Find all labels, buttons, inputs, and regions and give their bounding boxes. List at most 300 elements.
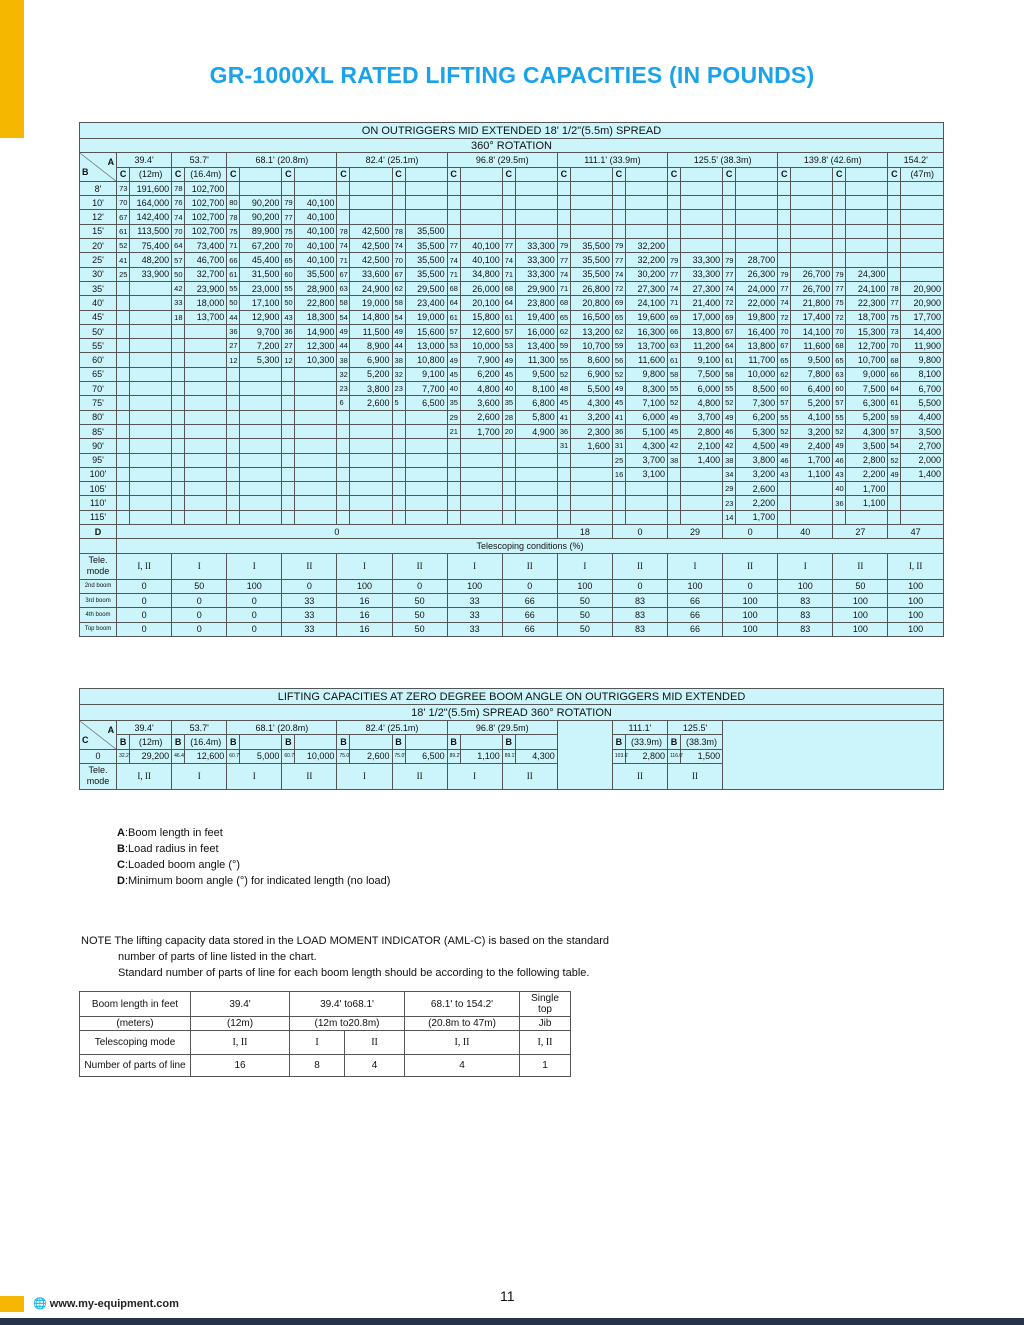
zero-title-2: 18' 1/2"(5.5m) SPREAD 360° ROTATION [80, 705, 944, 721]
cell: 9,500 [791, 353, 833, 367]
cell: 69 [723, 310, 736, 324]
cell: Tele. mode [80, 763, 117, 789]
cell: 23 [392, 382, 405, 396]
cell [833, 210, 846, 224]
cell: 15,800 [460, 310, 502, 324]
cell: 100 [888, 579, 944, 593]
cell: 6,900 [570, 367, 612, 381]
cell: 55 [833, 410, 846, 424]
cell: 83 [612, 622, 667, 636]
cell: 2,100 [681, 439, 723, 453]
cell: C [612, 167, 625, 181]
cell: I [447, 763, 502, 789]
cell: 4,100 [791, 410, 833, 424]
cell: 32 [392, 367, 405, 381]
cell [681, 482, 723, 496]
cell [570, 482, 612, 496]
cell: 0 [172, 593, 227, 607]
cell [405, 510, 447, 524]
cell: I [337, 553, 392, 579]
cell [557, 196, 570, 210]
cell: 7,500 [681, 367, 723, 381]
cell [846, 224, 888, 238]
cell: 65 [282, 253, 295, 267]
cell: 22,000 [736, 296, 778, 310]
cell: (12m to20.8m) [290, 1017, 405, 1031]
cell: 125.5' [668, 721, 723, 735]
cell [282, 467, 295, 481]
cell: Telescoping mode [80, 1031, 191, 1055]
cell: 49 [888, 467, 901, 481]
cell: 33,300 [681, 267, 723, 281]
cell: 96.8' (29.5m) [447, 721, 557, 735]
cell: 50' [80, 324, 117, 338]
cell: 78 [227, 210, 240, 224]
cell [791, 167, 833, 181]
cell: 2,300 [570, 424, 612, 438]
cell: 33 [447, 608, 502, 622]
cell [405, 496, 447, 510]
cell: 71 [227, 239, 240, 253]
cell [736, 239, 778, 253]
cell [240, 735, 282, 749]
cell [392, 467, 405, 481]
cell [240, 367, 282, 381]
cell: (20.8m to 47m) [405, 1017, 520, 1031]
cell: 35,500 [405, 224, 447, 238]
cell [515, 496, 557, 510]
cell [337, 482, 350, 496]
cell [612, 224, 625, 238]
cell [117, 353, 130, 367]
cell [392, 453, 405, 467]
cell: 61 [447, 310, 460, 324]
cell: 100 [778, 579, 833, 593]
cell: 40' [80, 296, 117, 310]
cell [778, 510, 791, 524]
cell: 12,600 [185, 749, 227, 763]
cell: 40 [502, 382, 515, 396]
cell: 5,200 [791, 396, 833, 410]
cell: 6,800 [515, 396, 557, 410]
cell: 40 [833, 482, 846, 496]
cell: 70 [888, 339, 901, 353]
cell: 57 [888, 424, 901, 438]
cell [570, 224, 612, 238]
cell: 66 [668, 324, 681, 338]
cell: 66 [502, 593, 557, 607]
cell: 1,500 [681, 749, 723, 763]
cell [723, 181, 736, 195]
cell [515, 210, 557, 224]
cell: 42,500 [350, 253, 392, 267]
cell: 19,600 [625, 310, 667, 324]
cell: 45 [447, 367, 460, 381]
cell: B [502, 735, 515, 749]
cell [282, 396, 295, 410]
cell: 11,500 [350, 324, 392, 338]
cell [833, 196, 846, 210]
cell [447, 482, 460, 496]
cell: 77 [502, 239, 515, 253]
cell: 55 [282, 281, 295, 295]
cell [172, 382, 185, 396]
cell: 9,100 [681, 353, 723, 367]
cell [557, 210, 570, 224]
cell: (16.4m) [185, 167, 227, 181]
cell: 35,500 [570, 267, 612, 281]
cell: 33,300 [515, 253, 557, 267]
cell [405, 453, 447, 467]
cell [185, 324, 227, 338]
cell: 52 [723, 396, 736, 410]
cell: 0 [502, 579, 557, 593]
cell: 9,800 [901, 353, 944, 367]
cell: 42 [172, 281, 185, 295]
cell: 89.1' [502, 749, 515, 763]
cell [185, 467, 227, 481]
cell: (meters) [80, 1017, 191, 1031]
cell: 12,700 [846, 339, 888, 353]
footer-website[interactable]: 🌐 www.my-equipment.com [33, 1298, 179, 1310]
cell [833, 181, 846, 195]
cell [515, 453, 557, 467]
cell: 14 [723, 510, 736, 524]
cell: 33 [447, 593, 502, 607]
cell: 0 [612, 579, 667, 593]
cell: I, II [117, 763, 172, 789]
cell: I [778, 553, 833, 579]
cell: 79 [557, 239, 570, 253]
cell: 7,800 [791, 367, 833, 381]
cell [888, 496, 901, 510]
cell [240, 467, 282, 481]
cell [392, 496, 405, 510]
cell: 4,800 [681, 396, 723, 410]
cell [502, 467, 515, 481]
cell: 10,800 [405, 353, 447, 367]
cell: 61 [117, 224, 130, 238]
cell: 9,700 [240, 324, 282, 338]
cell: 7,900 [460, 353, 502, 367]
cell [405, 181, 447, 195]
cell [681, 467, 723, 481]
cell: 19,400 [515, 310, 557, 324]
cell [295, 453, 337, 467]
cell [295, 735, 337, 749]
cell: 40,100 [295, 210, 337, 224]
cell [405, 196, 447, 210]
cell [557, 467, 570, 481]
cell [282, 410, 295, 424]
cell: 66 [227, 253, 240, 267]
cell [570, 181, 612, 195]
cell [185, 424, 227, 438]
cell: 14,800 [350, 310, 392, 324]
cell [227, 396, 240, 410]
cell: I [227, 763, 282, 789]
cell: 7,500 [846, 382, 888, 396]
cell: 2,200 [736, 496, 778, 510]
cell: 83 [778, 593, 833, 607]
cell: 63 [833, 367, 846, 381]
cell [130, 367, 172, 381]
cell: 3,200 [791, 424, 833, 438]
cell: 78 [172, 181, 185, 195]
cell: 31 [557, 439, 570, 453]
cell: C [668, 167, 681, 181]
cell [405, 210, 447, 224]
cell: 12,600 [460, 324, 502, 338]
cell: 2,800 [846, 453, 888, 467]
cell [557, 453, 570, 467]
cell: C [557, 167, 570, 181]
cell: 0 [117, 593, 172, 607]
cell: 4,300 [515, 749, 557, 763]
cell: 22,300 [846, 296, 888, 310]
cell [117, 324, 130, 338]
cell: B [392, 735, 405, 749]
cell: II [502, 763, 557, 789]
cell: 3,200 [736, 467, 778, 481]
cell [846, 253, 888, 267]
cell: C [227, 167, 240, 181]
cell [172, 424, 185, 438]
cell: 100' [80, 467, 117, 481]
cell [185, 453, 227, 467]
cell: 67 [392, 267, 405, 281]
cell [240, 424, 282, 438]
cell: 33 [282, 622, 337, 636]
cell [557, 181, 570, 195]
cell: 3rd boom [80, 593, 117, 607]
cell: I [290, 1031, 345, 1055]
cell: 49 [337, 324, 350, 338]
cell: 2,600 [460, 410, 502, 424]
cell: 90,200 [240, 196, 282, 210]
cell: II [392, 553, 447, 579]
cell: 52 [557, 367, 570, 381]
cell: 31 [612, 439, 625, 453]
cell [185, 410, 227, 424]
cell [227, 496, 240, 510]
cell: 30,200 [625, 267, 667, 281]
cell: 100 [668, 579, 723, 593]
cell: 73 [888, 324, 901, 338]
cell: 13,000 [405, 339, 447, 353]
cell: 75 [888, 310, 901, 324]
cell: 5,100 [625, 424, 667, 438]
cell: 63 [668, 339, 681, 353]
cell: 50 [557, 608, 612, 622]
cell [460, 467, 502, 481]
cell: II [282, 763, 337, 789]
cell: I [227, 553, 282, 579]
cell: 43 [282, 310, 295, 324]
cell: 0 [117, 622, 172, 636]
cell [240, 382, 282, 396]
cell: 164,000 [130, 196, 172, 210]
cell [282, 382, 295, 396]
cell: 33 [172, 296, 185, 310]
cell: 62 [557, 324, 570, 338]
cell: I, II [117, 553, 172, 579]
cell: 50 [557, 622, 612, 636]
cell: 1,100 [791, 467, 833, 481]
cell [570, 510, 612, 524]
page-number: 11 [500, 1288, 515, 1304]
cell: I, II [520, 1031, 571, 1055]
cell [350, 467, 392, 481]
cell: 52 [117, 239, 130, 253]
cell [130, 310, 172, 324]
cell: 116.0' [668, 749, 681, 763]
cell: 24,100 [846, 281, 888, 295]
cell: 6,200 [736, 410, 778, 424]
cell: 100 [833, 593, 888, 607]
zero-angle-table [79, 688, 944, 790]
cell: 4,300 [625, 439, 667, 453]
cell: 13,200 [570, 324, 612, 338]
cell: 15' [80, 224, 117, 238]
cell: 78 [888, 281, 901, 295]
cell [117, 439, 130, 453]
cell [405, 439, 447, 453]
cell: 77 [612, 253, 625, 267]
cell: 100 [557, 579, 612, 593]
cell [625, 196, 667, 210]
cell: 69 [612, 296, 625, 310]
cell: 100 [227, 579, 282, 593]
cell [888, 253, 901, 267]
cell: 31,500 [240, 267, 282, 281]
cell: 1,100 [460, 749, 502, 763]
cell: 20,800 [570, 296, 612, 310]
cell [117, 310, 130, 324]
cell: 82.4' (25.1m) [337, 721, 447, 735]
cell [337, 467, 350, 481]
cell [117, 396, 130, 410]
cell: 96.8' (29.5m) [447, 153, 557, 167]
cell [625, 510, 667, 524]
cell: 53 [502, 339, 515, 353]
cell: 0 [723, 579, 778, 593]
cell [502, 453, 515, 467]
cell: 100 [447, 579, 502, 593]
cell [846, 196, 888, 210]
cell: 21,400 [681, 296, 723, 310]
cell: 61 [227, 267, 240, 281]
cell: 35,500 [405, 253, 447, 267]
cell: 26,300 [736, 267, 778, 281]
cell: 54 [392, 310, 405, 324]
cell [227, 410, 240, 424]
cell: 55 [723, 382, 736, 396]
cell: 17,400 [791, 310, 833, 324]
cell [723, 239, 736, 253]
cell: 6,900 [350, 353, 392, 367]
cell: 67 [117, 210, 130, 224]
cell [185, 382, 227, 396]
cell: 32,700 [185, 267, 227, 281]
cell: 20 [502, 424, 515, 438]
cell [778, 496, 791, 510]
cell [612, 496, 625, 510]
cell: 18 [557, 525, 612, 539]
parts-of-line-table [79, 991, 571, 1077]
cell: 0 [117, 579, 172, 593]
cell: 74 [172, 210, 185, 224]
cell: 8,600 [570, 353, 612, 367]
cell: 63 [337, 281, 350, 295]
cell [130, 453, 172, 467]
cell: 68.1' (20.8m) [227, 721, 337, 735]
cell: 4,300 [570, 396, 612, 410]
cell: 70' [80, 382, 117, 396]
cell: 39.4' to68.1' [290, 992, 405, 1017]
cell: 82.4' (25.1m) [337, 153, 447, 167]
cell: II [345, 1031, 405, 1055]
cell: 75.0' [337, 749, 350, 763]
cell [460, 196, 502, 210]
cell: C [337, 167, 350, 181]
cell: 6,500 [405, 749, 447, 763]
cell [130, 339, 172, 353]
cell [117, 339, 130, 353]
cell: 79 [723, 253, 736, 267]
cell [295, 496, 337, 510]
cell: 74 [447, 253, 460, 267]
cell [888, 239, 901, 253]
legend [117, 825, 390, 889]
cell: 2,800 [681, 424, 723, 438]
cell: 22,800 [295, 296, 337, 310]
cell [405, 410, 447, 424]
cell [282, 181, 295, 195]
cell: 66 [668, 593, 723, 607]
cell: 18,300 [295, 310, 337, 324]
cell: 10,700 [570, 339, 612, 353]
cell [888, 224, 901, 238]
cell: 2,600 [736, 482, 778, 496]
cell: 15,300 [846, 324, 888, 338]
cell [723, 196, 736, 210]
cell: 2,600 [350, 749, 392, 763]
zero-title-1: LIFTING CAPACITIES AT ZERO DEGREE BOOM ANGLE ON OUTRIGGERS MID EXTENDED [80, 689, 944, 705]
cell [846, 510, 888, 524]
cell: 83 [778, 622, 833, 636]
cell [227, 482, 240, 496]
cell [502, 482, 515, 496]
cell [570, 467, 612, 481]
cell [117, 453, 130, 467]
cell [392, 424, 405, 438]
cell [778, 196, 791, 210]
cell [570, 453, 612, 467]
cell: 110' [80, 496, 117, 510]
cell: 64 [723, 339, 736, 353]
cell: 8,300 [625, 382, 667, 396]
cell: 11,300 [515, 353, 557, 367]
cell: 4 [405, 1055, 520, 1077]
cell [557, 510, 570, 524]
cell [350, 210, 392, 224]
cell: 54 [337, 310, 350, 324]
cell [846, 167, 888, 181]
cell: 0 [80, 749, 117, 763]
cell: 57 [172, 253, 185, 267]
cell [901, 482, 944, 496]
